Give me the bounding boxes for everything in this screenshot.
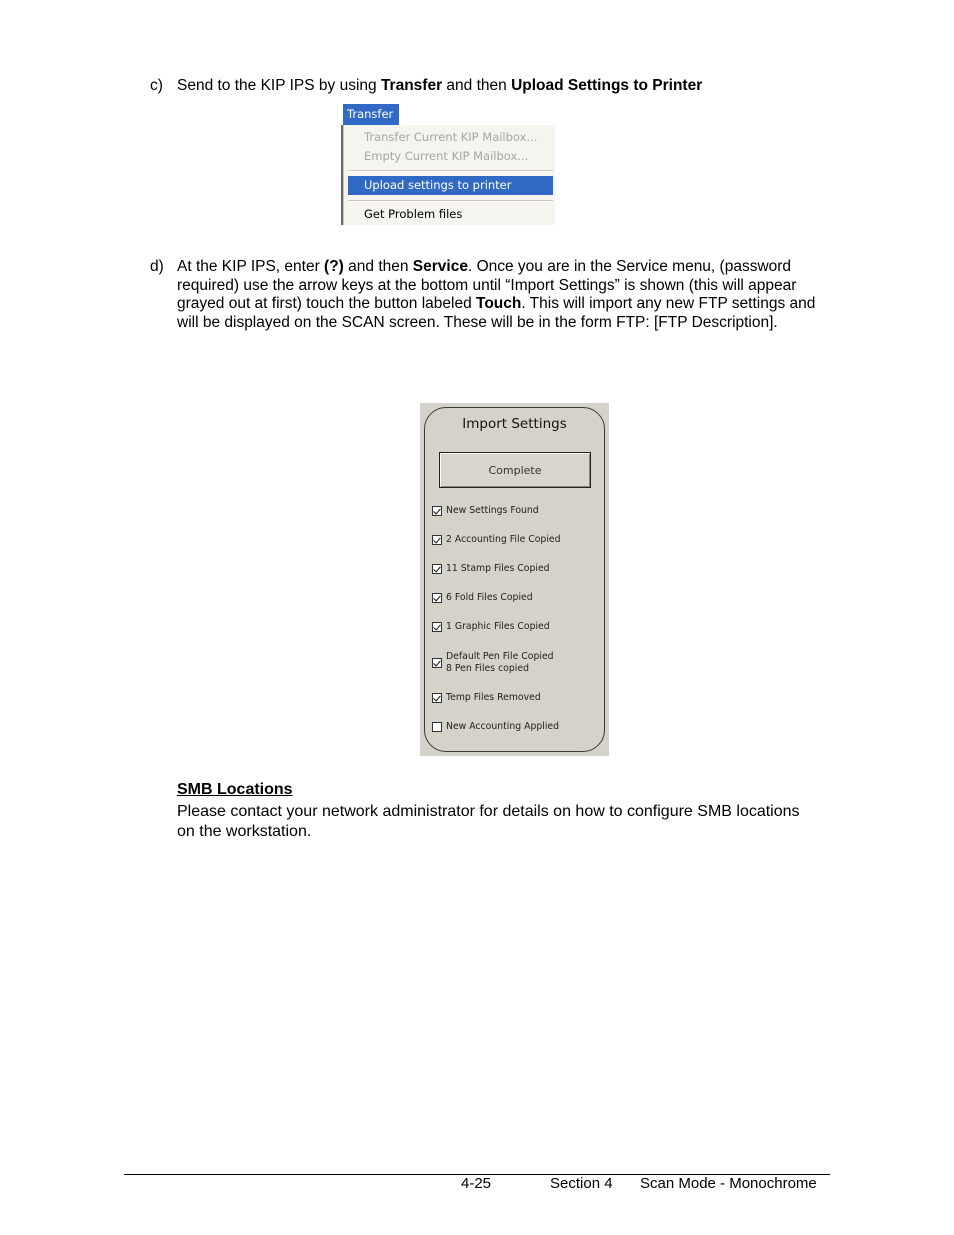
checkbox-checked[interactable] [432,622,442,632]
step-d-bold-help: (?) [324,258,344,275]
status-label: 8 Pen Files copied [446,663,529,674]
menu-item-upload-settings[interactable]: Upload settings to printer [348,176,553,195]
status-row-temp [432,692,541,704]
transfer-menu-screenshot [341,103,555,225]
status-label-multiline [446,651,554,675]
status-label: New Accounting Applied [446,721,560,732]
step-c-bold-transfer: Transfer [380,77,443,94]
status-label: Default Pen File Copied [446,651,554,662]
footer-title: Scan Mode - Monochrome [640,1175,817,1192]
footer-page-number: 4-25 [461,1175,492,1192]
checkbox-checked[interactable] [432,564,442,574]
status-row-accounting [432,534,561,546]
status-label: 2 Accounting File Copied [446,534,561,545]
step-c-marker: c) [150,77,163,94]
import-settings-title: Import Settings [462,416,567,432]
menu-item-transfer-mailbox[interactable]: Transfer Current KIP Mailbox... [364,130,538,144]
status-label: 1 Graphic Files Copied [446,621,550,632]
menu-separator [348,170,553,172]
smb-body: Please contact your network administrator for details on how to configure SMB locations on the workstation. [177,803,800,840]
status-label: Temp Files Removed [446,692,541,703]
status-row-new-accounting [432,721,559,733]
status-row-new-settings [432,505,539,517]
step-c-text-part: Send to the KIP IPS by using [177,77,381,94]
menu-item-empty-mailbox[interactable]: Empty Current KIP Mailbox... [364,149,529,163]
status-label: New Settings Found [446,505,539,516]
checkbox-checked[interactable] [432,506,442,516]
menu-item-get-problem-files[interactable]: Get Problem files [364,207,463,221]
checkbox-checked[interactable] [432,535,442,545]
status-label: 6 Fold Files Copied [446,592,533,603]
complete-button[interactable]: Complete [439,452,591,488]
checkbox-checked[interactable] [432,593,442,603]
step-d-bold-touch: Touch [476,295,522,313]
footer-section: Section 4 [550,1175,613,1192]
step-d-text-part: . This will import any new FTP settings and will be displayed on the SCAN screen. These will be in the form FTP: [FTP Description]. [177,295,816,331]
step-d-marker: d) [150,258,164,275]
import-settings-screenshot [420,403,609,756]
import-settings-panel [424,407,605,752]
transfer-menu-panel [343,125,555,225]
transfer-menu-title[interactable]: Transfer [343,104,399,125]
step-d-text-part: . Once you are in the Service menu, (password required) use the arrow keys at the bottom until “Import Settings” is shown (this will appear grayed out at first) touch the button labeled [177,258,797,313]
step-d-text-part: and then [343,258,413,275]
status-row-stamp [432,563,550,575]
step-c-text-part: and then [442,77,512,94]
checkbox-unchecked[interactable] [432,722,442,732]
checkbox-checked[interactable] [432,693,442,703]
step-c-text [177,77,837,96]
status-row-pen [432,651,554,675]
smb-heading: SMB Locations [177,781,293,798]
checkbox-checked[interactable] [432,658,442,668]
status-label: 11 Stamp Files Copied [446,563,550,574]
status-row-graphic [432,621,550,633]
step-d-text-part: At the KIP IPS, enter [177,258,325,275]
status-row-fold [432,592,533,604]
menu-separator [348,200,553,202]
step-d-bold-service: Service [412,258,468,275]
step-c-bold-upload: Upload Settings to Printer [511,77,703,94]
step-d-text [177,258,827,332]
